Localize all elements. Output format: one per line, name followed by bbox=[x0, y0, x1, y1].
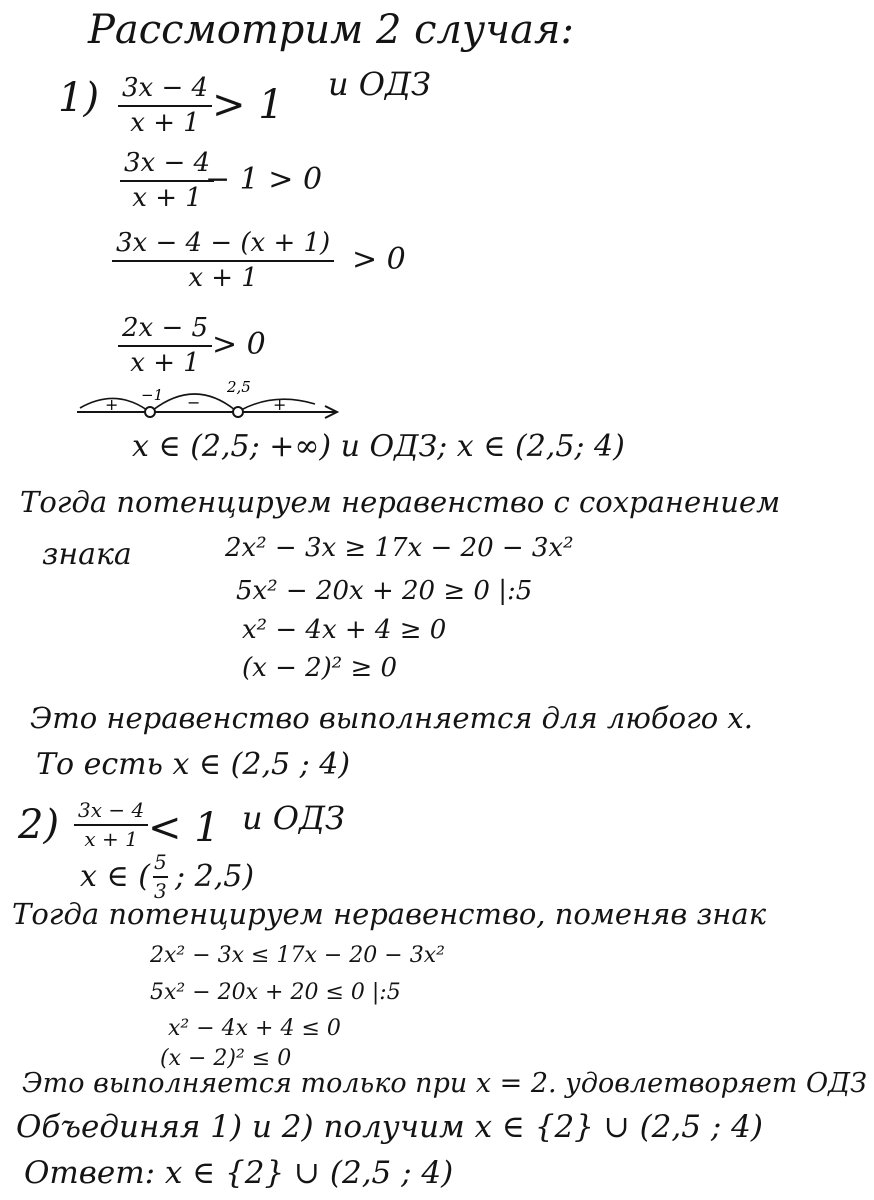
case1-fraction-1 bbox=[118, 75, 212, 138]
case1-odz: и ОДЗ bbox=[328, 65, 431, 103]
case1-step-4: (x − 2)² ≥ 0 bbox=[242, 653, 398, 683]
fraction-numerator: 3x − 4 bbox=[124, 148, 211, 178]
case2-solution-prefix: x ∈ ( bbox=[80, 859, 150, 894]
answer-line: Ответ: x ∈ {2} ∪ (2,5 ; 4) bbox=[24, 1155, 454, 1191]
case2-conclusion: Это выполняется только при x = 2. удовлетворяет ОДЗ bbox=[22, 1068, 867, 1099]
sign-right: + bbox=[273, 395, 287, 414]
fraction-bar bbox=[118, 345, 212, 347]
case1-step-1: 2x² − 3x ≥ 17x − 20 − 3x² bbox=[225, 533, 574, 563]
case2-step-4: (x − 2)² ≤ 0 bbox=[160, 1046, 292, 1071]
fraction-denominator: x + 1 bbox=[188, 263, 258, 294]
case1-label: 1) bbox=[58, 75, 100, 121]
fraction-denominator: x + 1 bbox=[132, 183, 202, 214]
fraction-bar bbox=[153, 876, 168, 878]
case2-odz: и ОДЗ bbox=[242, 799, 345, 837]
case1-ineq1-rest: > 1 bbox=[212, 82, 284, 128]
case2-solution-suffix: ; 2,5) bbox=[175, 859, 255, 894]
case1-ineq4-rest: > 0 bbox=[212, 327, 266, 362]
fraction-denominator: x + 1 bbox=[130, 108, 200, 139]
case2-step-3: x² − 4x + 4 ≤ 0 bbox=[168, 1016, 341, 1041]
case1-ineq3-rest: > 0 bbox=[352, 242, 406, 277]
combine-line: Объединяя 1) и 2) получим x ∈ {2} ∪ (2,5 ; 4) bbox=[16, 1109, 763, 1145]
open-point-left bbox=[145, 407, 155, 417]
fraction-numerator: 3x − 4 bbox=[78, 798, 145, 822]
case2-step-2: 5x² − 20x + 20 ≤ 0 |:5 bbox=[150, 980, 401, 1005]
number-line bbox=[75, 380, 345, 430]
case1-fraction-2 bbox=[120, 150, 214, 213]
point-label-right: 2,5 bbox=[227, 380, 251, 396]
case1-fraction-4 bbox=[118, 315, 212, 378]
fraction-numerator: 3x − 4 bbox=[122, 73, 209, 103]
case1-ineq2-rest: − 1 > 0 bbox=[205, 162, 323, 197]
case2-ineq1-rest: < 1 bbox=[148, 805, 220, 851]
fraction-numerator: 5 bbox=[154, 850, 167, 874]
fraction-numerator: 3x − 4 − (x + 1) bbox=[116, 228, 331, 258]
case2-step-1: 2x² − 3x ≤ 17x − 20 − 3x² bbox=[150, 943, 445, 968]
case2-fraction-1 bbox=[74, 800, 148, 850]
fraction-bar bbox=[112, 260, 334, 262]
sign-middle: − bbox=[187, 393, 201, 412]
sign-left: + bbox=[105, 395, 119, 414]
case1-result: То есть x ∈ (2,5 ; 4) bbox=[36, 747, 351, 782]
case2-solution-fraction bbox=[153, 852, 168, 902]
open-point-right bbox=[233, 407, 243, 417]
fraction-denominator: x + 1 bbox=[130, 348, 200, 379]
case1-then-line1: Тогда потенцируем неравенство с сохранением bbox=[20, 485, 781, 519]
case1-fraction-3 bbox=[112, 230, 334, 293]
point-label-left: −1 bbox=[141, 386, 164, 404]
case2-label: 2) bbox=[18, 802, 60, 848]
case1-then-line2: знака bbox=[42, 537, 132, 572]
fraction-denominator: x + 1 bbox=[84, 827, 138, 851]
heading: Рассмотрим 2 случая: bbox=[88, 7, 574, 53]
case2-then-line: Тогда потенцируем неравенство, поменяв знак bbox=[12, 897, 767, 931]
fraction-denominator: 3 bbox=[154, 879, 167, 903]
fraction-numerator: 2x − 5 bbox=[122, 313, 209, 343]
case1-step-2: 5x² − 20x + 20 ≥ 0 |:5 bbox=[236, 576, 533, 606]
case1-conclusion: Это неравенство выполняется для любого x. bbox=[30, 701, 753, 735]
fraction-bar bbox=[120, 180, 214, 182]
case1-solution: x ∈ (2,5; +∞) и ОДЗ; x ∈ (2,5; 4) bbox=[132, 429, 625, 464]
fraction-bar bbox=[74, 824, 148, 826]
fraction-bar bbox=[118, 105, 212, 107]
case1-step-3: x² − 4x + 4 ≥ 0 bbox=[242, 615, 447, 645]
